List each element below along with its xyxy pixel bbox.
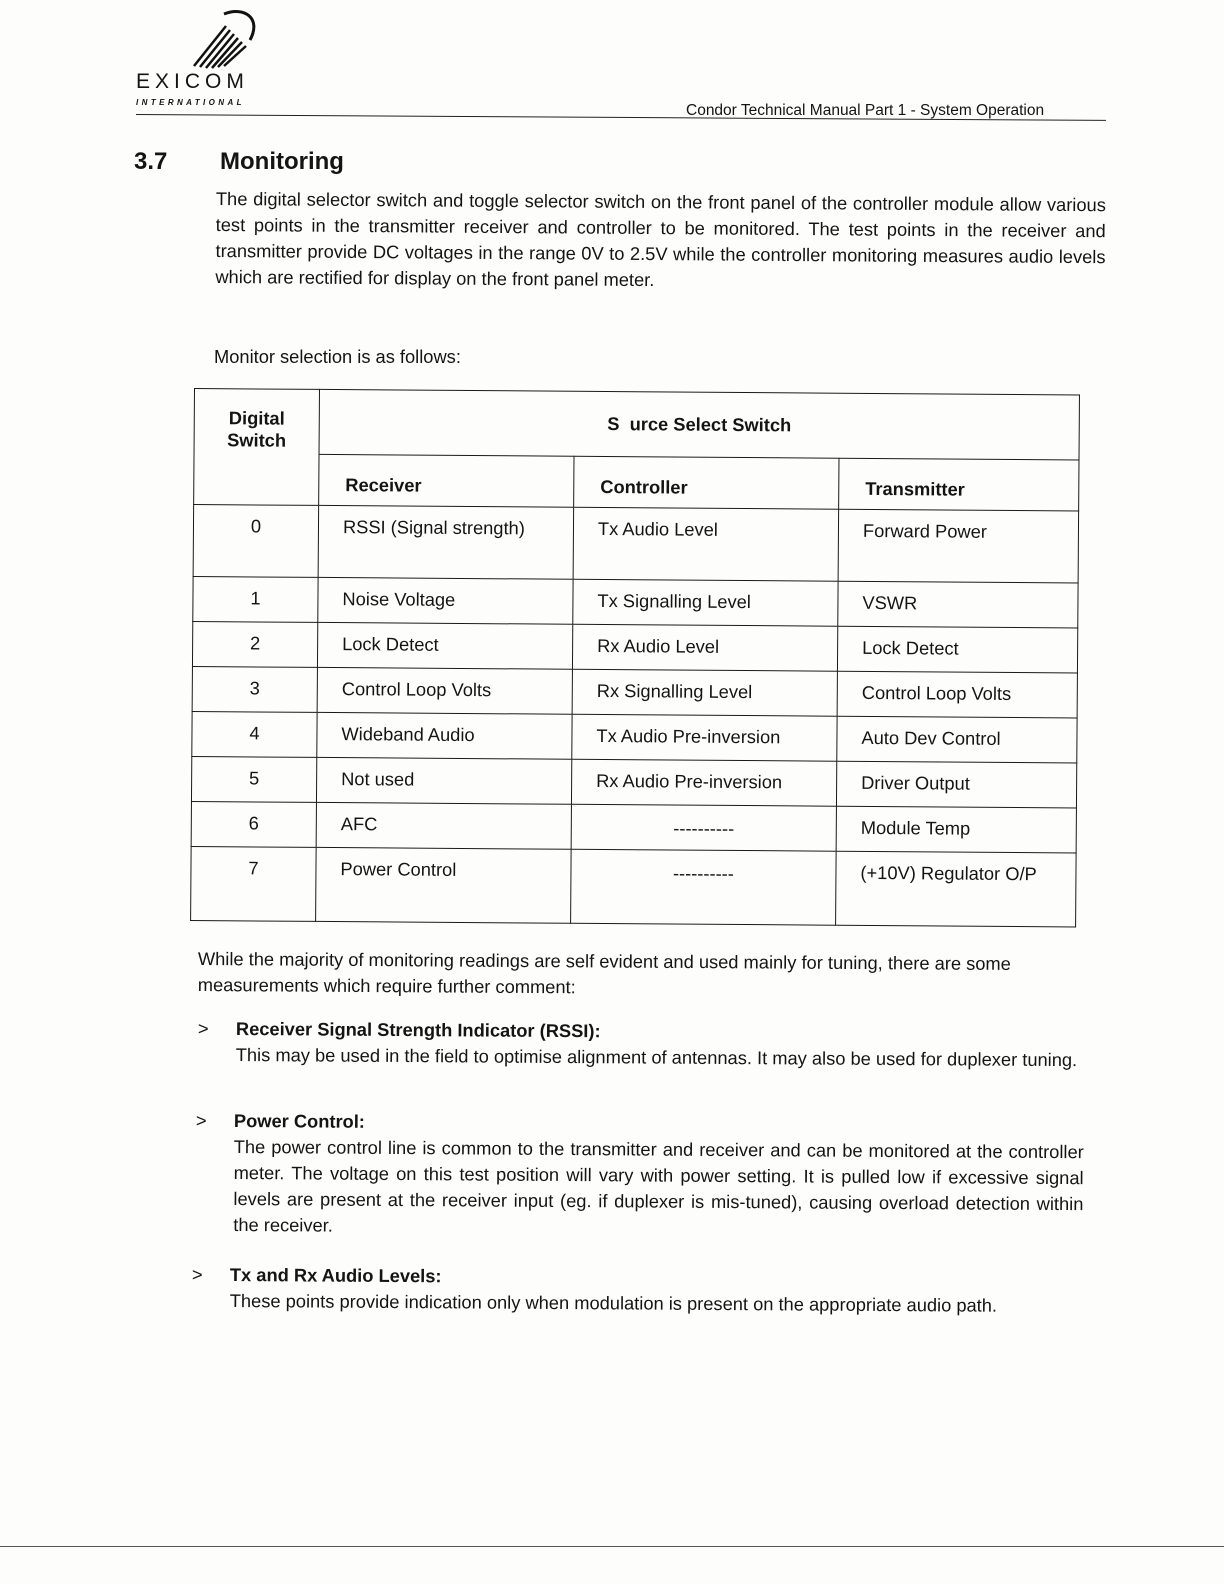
table-row [192,666,1077,717]
footer-divider [0,1546,1224,1547]
transmitter-cell: Driver Output [836,761,1076,808]
switch-position: 6 [191,801,316,847]
receiver-cell: Power Control [316,847,572,923]
table-row [191,846,1077,926]
comment-paragraph: While the majority of monitoring readings are self evident and used mainly for tuning, there are some measurements which require further comment: [197,947,1011,998]
bullet-audio-levels [191,1262,1080,1319]
digital-switch-header: Digital Switch [194,389,320,506]
switch-position: 3 [192,666,317,712]
table-row [192,621,1077,672]
manual-title: Condor Technical Manual Part 1 - System Operation [686,102,1045,119]
logo-mark-icon [184,4,264,74]
transmitter-cell: Lock Detect [837,626,1077,673]
logo-wordmark: EXICOM [136,70,249,93]
bullet-marker: > [191,1263,203,1285]
column-header-controller: Controller [574,456,839,509]
controller-cell: Tx Signalling Level [573,579,838,626]
receiver-cell: Not used [316,757,571,804]
section-paragraph: The digital selector switch and toggle selector switch on the front panel of the controller module allow various test points in the transmitter receiver and controller to be monitored. The test points in the receiver and transmitter provide DC voltages in the range 0V to 2.5V while the controller monitoring measures audio levels which are rectified for display on the front panel meter. [215,187,1106,291]
table-row [193,576,1078,627]
table-intro: Monitor selection is as follows: [214,346,461,367]
logo-subtitle: INTERNATIONAL [136,98,245,107]
transmitter-cell: Control Loop Volts [837,671,1077,718]
controller-cell: Rx Audio Level [572,624,837,671]
source-select-header: S urce Select Switch [319,389,1079,460]
column-header-receiver: Receiver [319,454,574,507]
controller-cell: Rx Audio Pre-inversion [571,759,836,806]
transmitter-cell: Module Temp [836,806,1076,853]
table-row [191,756,1076,807]
receiver-cell: Wideband Audio [317,712,572,759]
bullet-marker: > [197,1017,209,1039]
switch-position: 1 [193,576,318,622]
monitor-selection-table [190,388,1084,928]
bullet-title: Power Control: [233,1110,366,1132]
bullet-body: These points provide indication only when modulation is present on the appropriate audio path. [229,1289,998,1316]
switch-position: 7 [191,846,317,921]
transmitter-cell: Auto Dev Control [837,716,1077,763]
receiver-cell: Control Loop Volts [317,667,572,714]
bullet-body: This may be used in the field to optimise alignment of antennas. It may also be used for duplexer tuning. [235,1043,1078,1071]
section-number: 3.7 [134,148,168,175]
table-row [191,801,1076,852]
switch-position: 4 [192,711,317,757]
bullet-title: Tx and Rx Audio Levels: [229,1264,442,1287]
switch-position: 2 [192,621,317,667]
transmitter-cell: Forward Power [838,509,1079,583]
transmitter-cell: VSWR [838,581,1078,628]
receiver-cell: AFC [316,802,571,849]
controller-cell: ---------- [571,804,836,851]
receiver-cell: Lock Detect [317,622,572,669]
controller-cell: Rx Signalling Level [572,669,837,716]
receiver-cell: RSSI (Signal strength) [318,505,574,579]
column-header-transmitter: Transmitter [839,458,1079,511]
switch-position: 0 [193,505,319,578]
bullet-body: The power control line is common to the transmitter and receiver and can be monitored at the controller meter. The voltage on this test position will vary with power setting. It is pulled low if excessive signal levels are present at the receiver input (eg. if duplexer is mis-tuned), causing overload detection within the receiver. [233,1135,1084,1236]
transmitter-cell: (+10V) Regulator O/P [836,851,1077,927]
controller-cell: Tx Audio Pre-inversion [572,714,837,761]
controller-cell: Tx Audio Level [573,507,839,581]
table-row [192,711,1077,762]
table-row [193,505,1079,583]
receiver-cell: Noise Voltage [318,577,573,624]
bullet-power-control [195,1108,1084,1243]
controller-cell: ---------- [571,849,837,925]
bullet-rssi [197,1016,1086,1073]
exicom-logo [136,4,296,107]
section-title: Monitoring [220,148,344,175]
switch-position: 5 [191,756,316,802]
bullet-title: Receiver Signal Strength Indicator (RSSI): [235,1017,601,1042]
bullet-marker: > [195,1109,207,1131]
